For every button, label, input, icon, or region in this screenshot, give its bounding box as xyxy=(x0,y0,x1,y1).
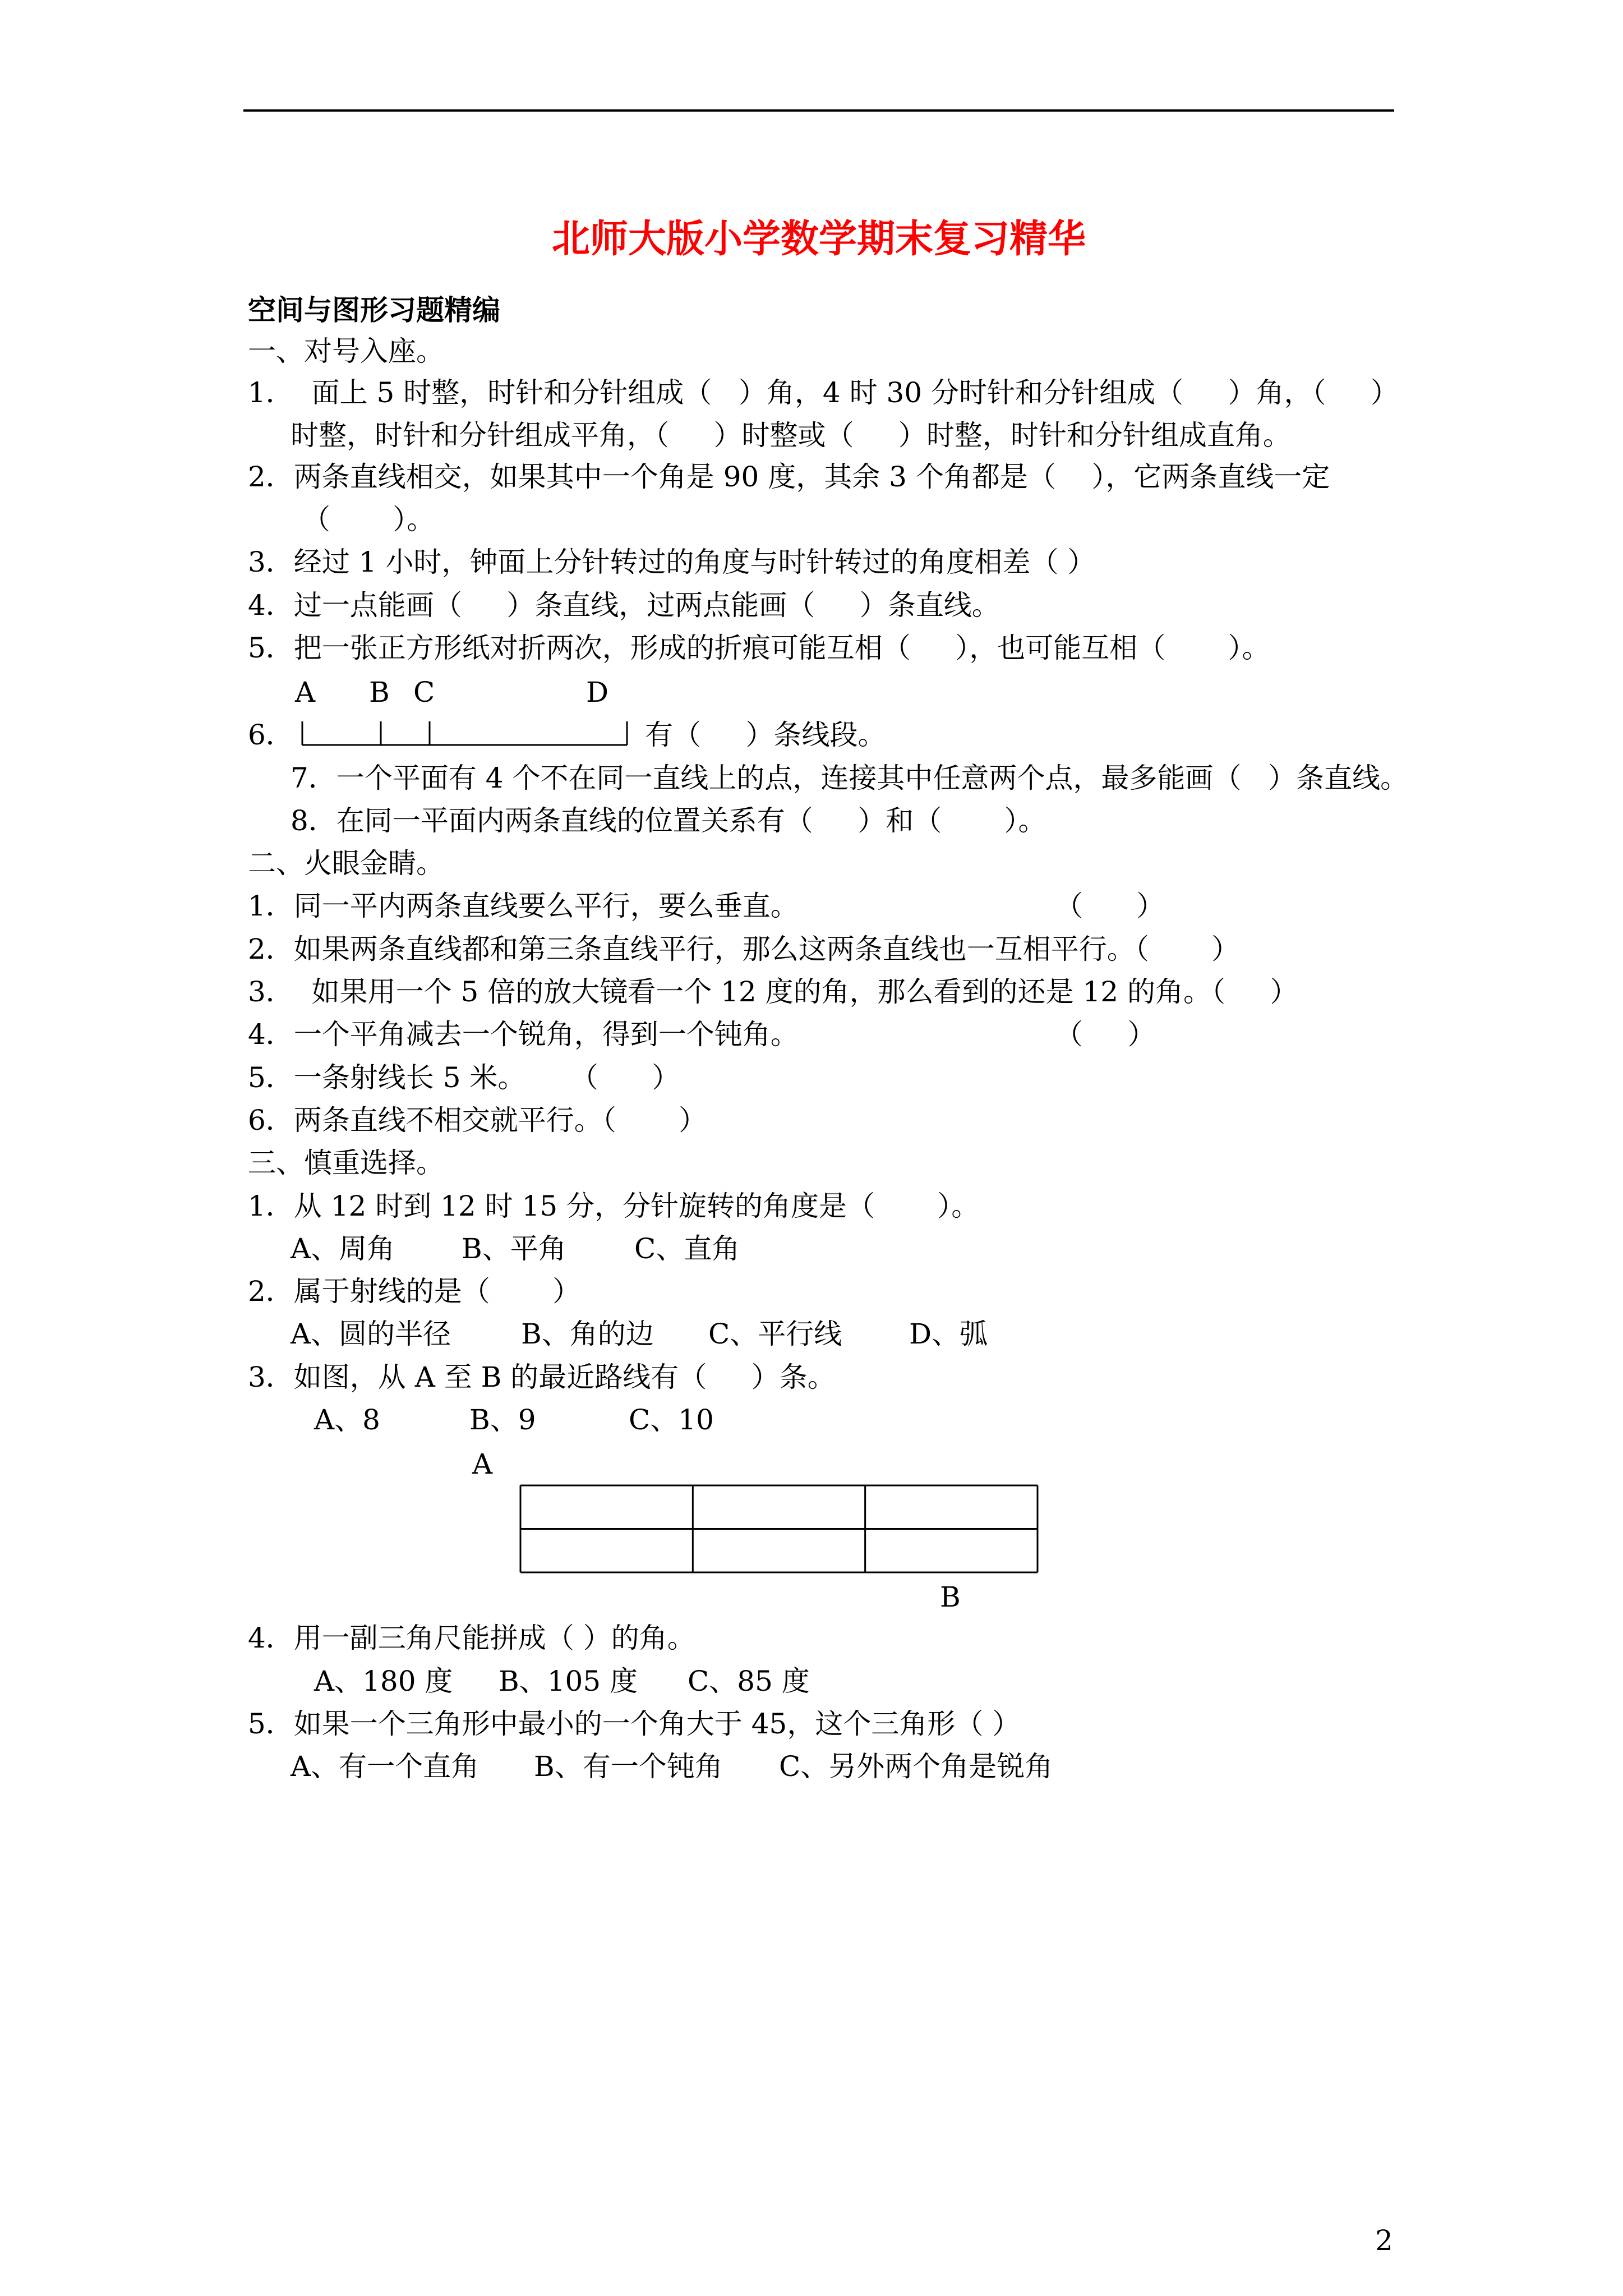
grid-end-label: B xyxy=(940,1581,961,1613)
page-title: 北师大版小学数学期末复习精华 xyxy=(551,217,1086,261)
judgement-4-blank: （ ） xyxy=(1055,1018,1156,1051)
question-1-1-line2: 时整，时针和分针组成平角，（ ）时整或（ ）时整，时针和分针组成直角。 xyxy=(291,419,1291,452)
judgement-4: 4．一个平角减去一个锐角，得到一个钝角。 xyxy=(248,1018,799,1051)
choice-3-question: 3．如图，从 A 至 B 的最近路线有（ ）条。 xyxy=(248,1361,836,1393)
section-heading-2: 二、火眼金睛。 xyxy=(248,847,444,880)
judgement-3: 3． 如果用一个 5 倍的放大镜看一个 12 度的角，那么看到的还是 12 的角。（ ） xyxy=(248,976,1298,1008)
page-number: 2 xyxy=(1375,2224,1393,2257)
choice-option: B、平角 xyxy=(462,1232,566,1265)
worksheet-subtitle: 空间与图形习题精编 xyxy=(248,293,500,326)
choice-option: B、105 度 xyxy=(499,1665,638,1697)
question-1-1-line1: 1． 面上 5 时整，时针和分针组成（ ）角，4 时 30 分时针和分针组成（ ）角，（ ） xyxy=(248,376,1399,409)
choice-option: A、圆的半径 xyxy=(291,1318,451,1350)
route-grid-figure xyxy=(519,1484,1039,1573)
question-1-5: 5．把一张正方形纸对折两次，形成的折痕可能互相（ ），也可能互相（ ）。 xyxy=(248,632,1270,664)
question-1-6-number: 6． xyxy=(248,719,294,751)
choice-5-question: 5．如果一个三角形中最小的一个角大于 45，这个三角形（ ） xyxy=(248,1708,1021,1740)
choice-option: C、直角 xyxy=(634,1232,740,1265)
choice-option: A、有一个直角 xyxy=(291,1750,479,1783)
choice-1-question: 1．从 12 时到 12 时 15 分，分针旋转的角度是（ ）。 xyxy=(248,1190,980,1222)
choice-option: B、角的边 xyxy=(521,1318,654,1350)
choice-option: A、8 xyxy=(314,1404,380,1436)
question-1-7: 7．一个平面有 4 个不在同一直线上的点，连接其中任意两个点，最多能画（ ）条直线。 xyxy=(291,762,1409,794)
choice-4-question: 4．用一副三角尺能拼成（ ）的角。 xyxy=(248,1622,695,1654)
question-1-3: 3．经过 1 小时，钟面上分针转过的角度与时针转过的角度相差（ ） xyxy=(248,546,1096,578)
choice-option: C、平行线 xyxy=(708,1318,842,1350)
choice-option: B、有一个钝角 xyxy=(534,1750,723,1783)
choice-option: B、9 xyxy=(469,1404,536,1436)
question-1-4: 4．过一点能画（ ）条直线，过两点能画（ ）条直线。 xyxy=(248,589,1000,622)
question-1-2-line1: 2．两条直线相交，如果其中一个角是 90 度，其余 3 个角都是（ ），它两条直线一定 xyxy=(248,461,1330,493)
choice-option: A、周角 xyxy=(291,1232,395,1265)
segment-point-label: A xyxy=(295,676,316,708)
section-heading-3: 三、慎重选择。 xyxy=(248,1147,444,1179)
judgement-1-blank: （ ） xyxy=(1055,890,1165,922)
segment-point-label: D xyxy=(586,676,609,708)
question-1-8: 8．在同一平面内两条直线的位置关系有（ ）和（ ）。 xyxy=(291,804,1046,837)
grid-start-label: A xyxy=(472,1448,493,1480)
judgement-6: 6．两条直线不相交就平行。（ ） xyxy=(248,1104,707,1137)
choice-option: C、另外两个角是锐角 xyxy=(779,1750,1053,1783)
choice-option: C、85 度 xyxy=(688,1665,810,1697)
choice-option: C、10 xyxy=(629,1404,714,1436)
question-1-2-line2: （ ）。 xyxy=(302,503,435,536)
line-segment-figure xyxy=(297,716,634,749)
header-rule xyxy=(243,109,1394,112)
judgement-1: 1．同一平内两条直线要么平行，要么垂直。 xyxy=(248,890,799,922)
choice-option: A、180 度 xyxy=(314,1665,453,1697)
choice-option: D、弧 xyxy=(909,1318,988,1350)
segment-point-label: B xyxy=(369,676,390,708)
judgement-2: 2．如果两条直线都和第三条直线平行，那么这两条直线也一互相平行。（ ） xyxy=(248,933,1240,965)
segment-point-label: C xyxy=(413,676,435,708)
question-1-6-text: 有（ ）条线段。 xyxy=(645,719,886,751)
choice-2-question: 2．属于射线的是（ ） xyxy=(248,1275,581,1308)
section-heading-1: 一、对号入座。 xyxy=(248,335,444,367)
judgement-5: 5．一条射线长 5 米。 （ ） xyxy=(248,1061,680,1094)
